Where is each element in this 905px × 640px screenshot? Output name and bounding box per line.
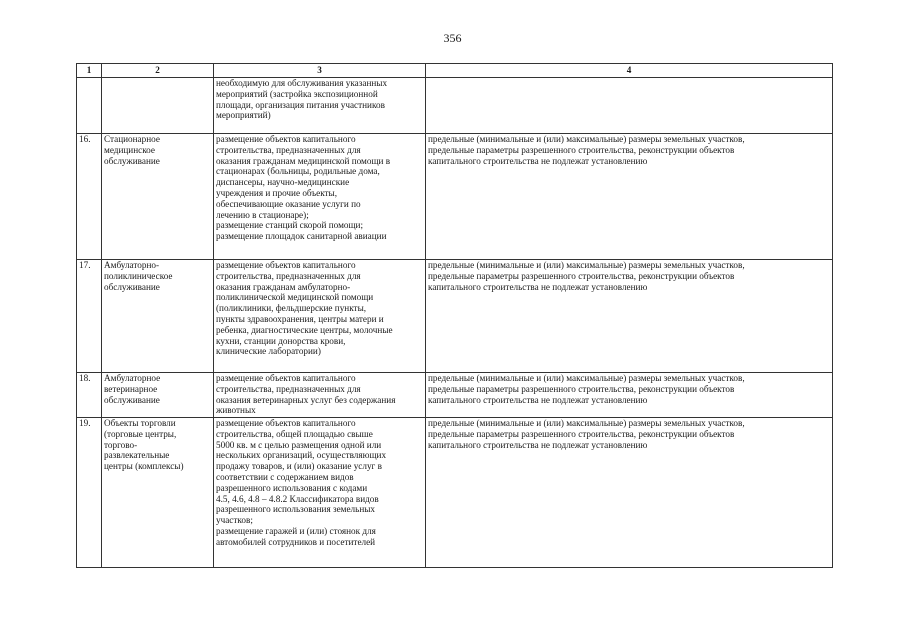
use-description-cell: размещение объектов капитального строительства, предназначенных для оказания гражданам медицинской помощи в стационарах (больницы, родильные дома, диспансеры, научно-медицинские учреждения и прочие объекты, обеспечивающие оказание услуги по лечению в стационаре); размещение станций скорой помощи; размещение площадок санитарной авиации — [214, 134, 426, 260]
parameters-cell: предельные (минимальные и (или) максимальные) размеры земельных участков, предельные параметры разрешенного строительства, реконструкции объектов капитального строительства не подлежат установлению — [426, 418, 833, 568]
column-number-1: 1 — [77, 64, 102, 78]
use-description-cell: размещение объектов капитального строительства, общей площадью свыше 5000 кв. м с целью размещения одной или нескольких организаций, осуществляющих продажу товаров, и (или) оказание услуг в соответствии с содержанием видов разрешенного использования с кодами 4.5, 4.6, 4.8 – 4.8.2 Классификатора видов разрешенного использования земельных участков; размещение гаражей и (или) стоянок для автомобилей сотрудников и посетителей — [214, 418, 426, 568]
column-number-3: 3 — [214, 64, 426, 78]
parameters-cell — [426, 78, 833, 134]
use-description-cell: необходимую для обслуживания указанных мероприятий (застройка экспозиционной площади, организация питания участников мероприятий) — [214, 78, 426, 134]
use-description-cell: размещение объектов капитального строительства, предназначенных для оказания гражданам амбулаторно- поликлинической медицинской помощи (поликлиники, фельдшерские пункты, пункты здравоохранения, центры матери и ребенка, диагностические центры, молочные кухни, станции донорства крови, клинические лаборатории) — [214, 260, 426, 373]
use-description-cell: размещение объектов капитального строительства, предназначенных для оказания ветеринарных услуг без содержания животных — [214, 373, 426, 418]
row-number-cell — [77, 78, 102, 134]
land-use-table — [76, 63, 833, 568]
use-type-name-cell: Объекты торговли (торговые центры, торгово- развлекательные центры (комплексы) — [102, 418, 214, 568]
row-number-cell: 19. — [77, 418, 102, 568]
row-number-cell: 16. — [77, 134, 102, 260]
table-row — [77, 134, 833, 260]
use-type-name-cell: Стационарное медицинское обслуживание — [102, 134, 214, 260]
column-number-4: 4 — [426, 64, 833, 78]
table-row — [77, 260, 833, 373]
column-number-2: 2 — [102, 64, 214, 78]
table-row — [77, 373, 833, 418]
table-row — [77, 418, 833, 568]
use-type-name-cell — [102, 78, 214, 134]
use-type-name-cell: Амбулаторно- поликлиническое обслуживание — [102, 260, 214, 373]
parameters-cell: предельные (минимальные и (или) максимальные) размеры земельных участков, предельные параметры разрешенного строительства, реконструкции объектов капитального строительства не подлежат установлению — [426, 134, 833, 260]
use-type-name-cell: Амбулаторное ветеринарное обслуживание — [102, 373, 214, 418]
row-number-cell: 18. — [77, 373, 102, 418]
parameters-cell: предельные (минимальные и (или) максимальные) размеры земельных участков, предельные параметры разрешенного строительства, реконструкции объектов капитального строительства не подлежат установлению — [426, 373, 833, 418]
table-row — [77, 78, 833, 134]
page-number: 356 — [443, 31, 462, 45]
column-number-header-row — [77, 64, 833, 78]
parameters-cell: предельные (минимальные и (или) максимальные) размеры земельных участков, предельные параметры разрешенного строительства, реконструкции объектов капитального строительства не подлежат установлению — [426, 260, 833, 373]
row-number-cell: 17. — [77, 260, 102, 373]
